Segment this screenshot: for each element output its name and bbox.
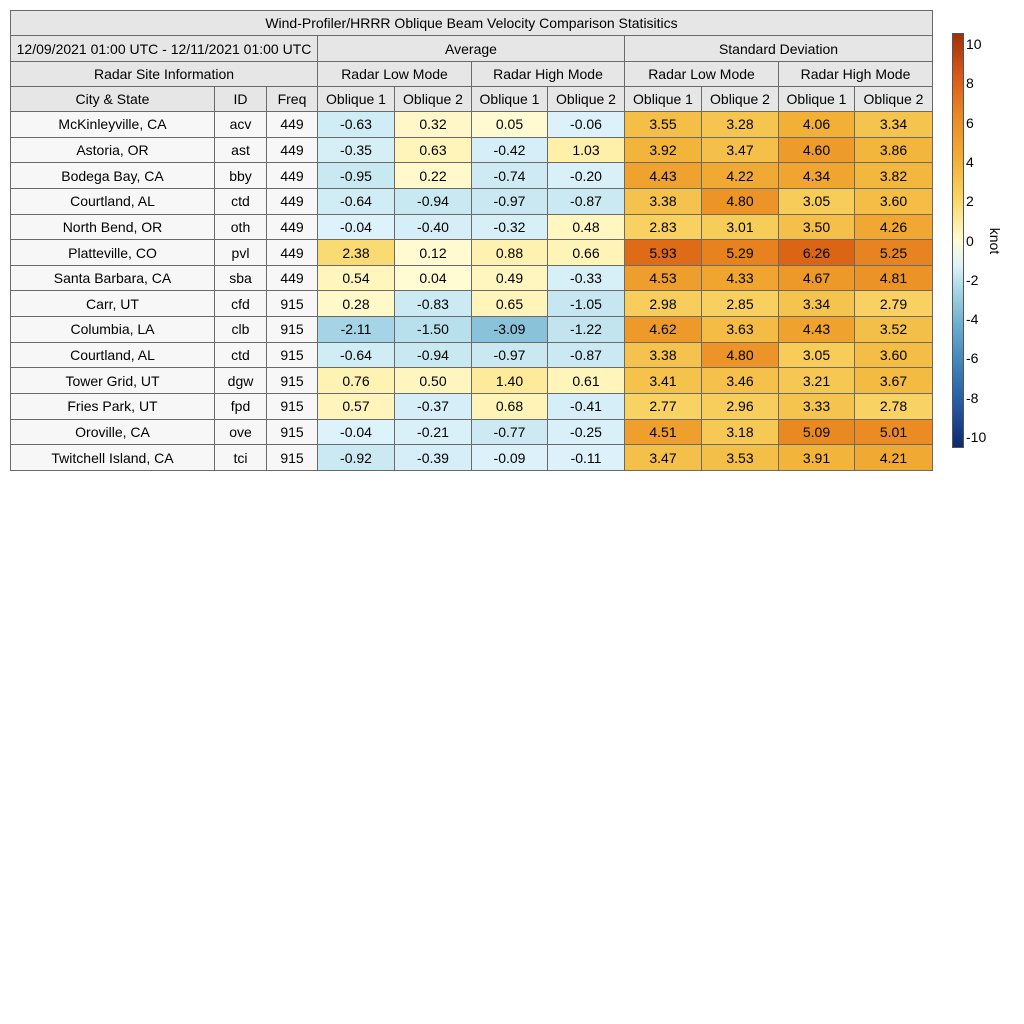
value-cell: 4.06 bbox=[779, 112, 855, 138]
table-row bbox=[11, 265, 933, 291]
value-cell: 5.93 bbox=[625, 240, 702, 266]
table-row bbox=[11, 163, 933, 189]
col-id-header: ID bbox=[215, 87, 267, 112]
site-city-cell: North Bend, OR bbox=[11, 214, 215, 240]
value-cell: 3.91 bbox=[779, 445, 855, 471]
value-cell: -0.42 bbox=[472, 137, 548, 163]
value-cell: 3.82 bbox=[855, 163, 933, 189]
value-cell: 4.34 bbox=[779, 163, 855, 189]
value-cell: -0.11 bbox=[548, 445, 625, 471]
value-cell: 4.60 bbox=[779, 137, 855, 163]
colorbar-tick-label: -6 bbox=[966, 350, 979, 367]
value-cell: -0.04 bbox=[318, 419, 395, 445]
value-cell: 0.05 bbox=[472, 112, 548, 138]
table-row bbox=[11, 342, 933, 368]
table-row bbox=[11, 137, 933, 163]
avg-high-oblique2-header: Oblique 2 bbox=[548, 87, 625, 112]
value-cell: -0.63 bbox=[318, 112, 395, 138]
site-freq-cell: 449 bbox=[267, 163, 318, 189]
value-cell: -0.92 bbox=[318, 445, 395, 471]
value-cell: 5.09 bbox=[779, 419, 855, 445]
sd-low-oblique1-header: Oblique 1 bbox=[625, 87, 702, 112]
table-row bbox=[11, 317, 933, 343]
value-cell: 5.25 bbox=[855, 240, 933, 266]
value-cell: -0.41 bbox=[548, 394, 625, 420]
value-cell: 3.05 bbox=[779, 188, 855, 214]
value-cell: -0.35 bbox=[318, 137, 395, 163]
colorbar-tick-label: 10 bbox=[966, 36, 982, 52]
site-city-cell: Oroville, CA bbox=[11, 419, 215, 445]
colorbar-tick-label: 2 bbox=[966, 193, 974, 210]
site-city-cell: Bodega Bay, CA bbox=[11, 163, 215, 189]
site-city-cell: Fries Park, UT bbox=[11, 394, 215, 420]
value-cell: 3.34 bbox=[779, 291, 855, 317]
value-cell: 2.77 bbox=[625, 394, 702, 420]
site-id-cell: clb bbox=[215, 317, 267, 343]
site-city-cell: Courtland, AL bbox=[11, 188, 215, 214]
value-cell: -0.25 bbox=[548, 419, 625, 445]
value-cell: 4.21 bbox=[855, 445, 933, 471]
sd-low-oblique2-header: Oblique 2 bbox=[702, 87, 779, 112]
value-cell: 0.61 bbox=[548, 368, 625, 394]
site-freq-cell: 449 bbox=[267, 188, 318, 214]
col-freq-header: Freq bbox=[267, 87, 318, 112]
value-cell: 0.65 bbox=[472, 291, 548, 317]
value-cell: -0.83 bbox=[395, 291, 472, 317]
value-cell: -1.22 bbox=[548, 317, 625, 343]
value-cell: -0.33 bbox=[548, 265, 625, 291]
value-cell: 3.86 bbox=[855, 137, 933, 163]
value-cell: -0.87 bbox=[548, 188, 625, 214]
site-city-cell: Santa Barbara, CA bbox=[11, 265, 215, 291]
table-row bbox=[11, 112, 933, 138]
sd-low-mode-header: Radar Low Mode bbox=[625, 62, 779, 87]
value-cell: 0.32 bbox=[395, 112, 472, 138]
value-cell: 3.38 bbox=[625, 188, 702, 214]
value-cell: 5.29 bbox=[702, 240, 779, 266]
colorbar-tick-label: 6 bbox=[966, 114, 974, 131]
site-freq-cell: 449 bbox=[267, 240, 318, 266]
value-cell: 4.43 bbox=[779, 317, 855, 343]
value-cell: 3.34 bbox=[855, 112, 933, 138]
value-cell: 5.01 bbox=[855, 419, 933, 445]
site-city-cell: McKinleyville, CA bbox=[11, 112, 215, 138]
site-freq-cell: 915 bbox=[267, 342, 318, 368]
sd-high-mode-header: Radar High Mode bbox=[779, 62, 933, 87]
site-city-cell: Courtland, AL bbox=[11, 342, 215, 368]
value-cell: 3.52 bbox=[855, 317, 933, 343]
site-id-cell: acv bbox=[215, 112, 267, 138]
value-cell: 4.80 bbox=[702, 188, 779, 214]
value-cell: 3.21 bbox=[779, 368, 855, 394]
site-city-cell: Tower Grid, UT bbox=[11, 368, 215, 394]
value-cell: -3.09 bbox=[472, 317, 548, 343]
table-row bbox=[11, 419, 933, 445]
table-title: Wind-Profiler/HRRR Oblique Beam Velocity Comparison Statisitics bbox=[11, 11, 933, 36]
value-cell: 3.63 bbox=[702, 317, 779, 343]
value-cell: 0.66 bbox=[548, 240, 625, 266]
site-freq-cell: 915 bbox=[267, 317, 318, 343]
value-cell: 4.51 bbox=[625, 419, 702, 445]
value-cell: 3.55 bbox=[625, 112, 702, 138]
value-cell: -0.97 bbox=[472, 342, 548, 368]
value-cell: -0.95 bbox=[318, 163, 395, 189]
value-cell: 3.50 bbox=[779, 214, 855, 240]
colorbar-tick-label: -8 bbox=[966, 389, 979, 406]
value-cell: -0.64 bbox=[318, 342, 395, 368]
site-id-cell: ctd bbox=[215, 188, 267, 214]
value-cell: 3.47 bbox=[625, 445, 702, 471]
table-row bbox=[11, 291, 933, 317]
value-cell: 3.92 bbox=[625, 137, 702, 163]
value-cell: 0.22 bbox=[395, 163, 472, 189]
site-city-cell: Twitchell Island, CA bbox=[11, 445, 215, 471]
site-id-cell: ove bbox=[215, 419, 267, 445]
value-cell: 3.46 bbox=[702, 368, 779, 394]
value-cell: 3.33 bbox=[779, 394, 855, 420]
value-cell: -0.40 bbox=[395, 214, 472, 240]
average-header: Average bbox=[318, 36, 625, 62]
value-cell: 0.54 bbox=[318, 265, 395, 291]
value-cell: -0.21 bbox=[395, 419, 472, 445]
site-info-header: Radar Site Information bbox=[11, 62, 318, 87]
sd-high-oblique1-header: Oblique 1 bbox=[779, 87, 855, 112]
colorbar-unit-label: knot bbox=[987, 227, 1004, 255]
col-city-header: City & State bbox=[11, 87, 215, 112]
site-freq-cell: 915 bbox=[267, 394, 318, 420]
site-freq-cell: 915 bbox=[267, 368, 318, 394]
value-cell: 0.68 bbox=[472, 394, 548, 420]
table-row bbox=[11, 240, 933, 266]
value-cell: -0.09 bbox=[472, 445, 548, 471]
site-id-cell: ast bbox=[215, 137, 267, 163]
value-cell: 3.28 bbox=[702, 112, 779, 138]
stats-table bbox=[10, 10, 933, 471]
site-freq-cell: 449 bbox=[267, 137, 318, 163]
stddev-header: Standard Deviation bbox=[625, 36, 933, 62]
site-city-cell: Columbia, LA bbox=[11, 317, 215, 343]
site-freq-cell: 915 bbox=[267, 419, 318, 445]
avg-low-oblique2-header: Oblique 2 bbox=[395, 87, 472, 112]
table-body bbox=[11, 112, 933, 471]
site-freq-cell: 449 bbox=[267, 214, 318, 240]
value-cell: 3.38 bbox=[625, 342, 702, 368]
colorbar-tick-label: -2 bbox=[966, 271, 979, 288]
value-cell: 4.43 bbox=[625, 163, 702, 189]
value-cell: 0.28 bbox=[318, 291, 395, 317]
site-freq-cell: 915 bbox=[267, 291, 318, 317]
avg-low-mode-header: Radar Low Mode bbox=[318, 62, 472, 87]
value-cell: -0.97 bbox=[472, 188, 548, 214]
value-cell: -1.05 bbox=[548, 291, 625, 317]
site-id-cell: cfd bbox=[215, 291, 267, 317]
date-range: 12/09/2021 01:00 UTC - 12/11/2021 01:00 UTC bbox=[11, 36, 318, 62]
value-cell: 3.41 bbox=[625, 368, 702, 394]
site-freq-cell: 915 bbox=[267, 445, 318, 471]
value-cell: -0.37 bbox=[395, 394, 472, 420]
table-row bbox=[11, 368, 933, 394]
value-cell: 0.63 bbox=[395, 137, 472, 163]
site-freq-cell: 449 bbox=[267, 265, 318, 291]
colorbar-tick-label: -10 bbox=[966, 429, 987, 445]
value-cell: 0.76 bbox=[318, 368, 395, 394]
value-cell: -0.20 bbox=[548, 163, 625, 189]
value-cell: -0.87 bbox=[548, 342, 625, 368]
value-cell: 3.60 bbox=[855, 188, 933, 214]
value-cell: 0.04 bbox=[395, 265, 472, 291]
colorbar-tick-label: 0 bbox=[966, 232, 974, 249]
value-cell: 2.83 bbox=[625, 214, 702, 240]
site-id-cell: bby bbox=[215, 163, 267, 189]
value-cell: 3.05 bbox=[779, 342, 855, 368]
value-cell: 1.03 bbox=[548, 137, 625, 163]
value-cell: 4.53 bbox=[625, 265, 702, 291]
value-cell: -1.50 bbox=[395, 317, 472, 343]
value-cell: 2.78 bbox=[855, 394, 933, 420]
table-row bbox=[11, 188, 933, 214]
value-cell: -0.94 bbox=[395, 188, 472, 214]
site-id-cell: sba bbox=[215, 265, 267, 291]
value-cell: 2.79 bbox=[855, 291, 933, 317]
colorbar-tick-label: 4 bbox=[966, 153, 974, 170]
site-id-cell: dgw bbox=[215, 368, 267, 394]
value-cell: 2.38 bbox=[318, 240, 395, 266]
value-cell: 3.01 bbox=[702, 214, 779, 240]
value-cell: 3.47 bbox=[702, 137, 779, 163]
table-row bbox=[11, 214, 933, 240]
value-cell: 4.33 bbox=[702, 265, 779, 291]
colorbar bbox=[952, 33, 964, 448]
value-cell: 3.53 bbox=[702, 445, 779, 471]
site-city-cell: Astoria, OR bbox=[11, 137, 215, 163]
value-cell: 6.26 bbox=[779, 240, 855, 266]
site-city-cell: Carr, UT bbox=[11, 291, 215, 317]
value-cell: -2.11 bbox=[318, 317, 395, 343]
value-cell: -0.39 bbox=[395, 445, 472, 471]
value-cell: 2.85 bbox=[702, 291, 779, 317]
value-cell: 3.67 bbox=[855, 368, 933, 394]
colorbar-tick-label: -4 bbox=[966, 311, 979, 328]
value-cell: -0.74 bbox=[472, 163, 548, 189]
site-city-cell: Platteville, CO bbox=[11, 240, 215, 266]
value-cell: 2.98 bbox=[625, 291, 702, 317]
value-cell: 4.26 bbox=[855, 214, 933, 240]
value-cell: 0.12 bbox=[395, 240, 472, 266]
value-cell: 4.62 bbox=[625, 317, 702, 343]
value-cell: -0.32 bbox=[472, 214, 548, 240]
value-cell: 4.22 bbox=[702, 163, 779, 189]
avg-high-mode-header: Radar High Mode bbox=[472, 62, 625, 87]
value-cell: 3.60 bbox=[855, 342, 933, 368]
value-cell: 0.48 bbox=[548, 214, 625, 240]
site-id-cell: pvl bbox=[215, 240, 267, 266]
value-cell: 0.50 bbox=[395, 368, 472, 394]
table-row bbox=[11, 445, 933, 471]
sd-high-oblique2-header: Oblique 2 bbox=[855, 87, 933, 112]
value-cell: 2.96 bbox=[702, 394, 779, 420]
value-cell: 4.81 bbox=[855, 265, 933, 291]
value-cell: 4.67 bbox=[779, 265, 855, 291]
value-cell: 0.57 bbox=[318, 394, 395, 420]
table-row bbox=[11, 394, 933, 420]
value-cell: -0.94 bbox=[395, 342, 472, 368]
value-cell: 0.88 bbox=[472, 240, 548, 266]
site-id-cell: ctd bbox=[215, 342, 267, 368]
site-id-cell: fpd bbox=[215, 394, 267, 420]
value-cell: -0.06 bbox=[548, 112, 625, 138]
avg-low-oblique1-header: Oblique 1 bbox=[318, 87, 395, 112]
avg-high-oblique1-header: Oblique 1 bbox=[472, 87, 548, 112]
value-cell: 4.80 bbox=[702, 342, 779, 368]
colorbar-tick-label: 8 bbox=[966, 75, 974, 92]
value-cell: -0.04 bbox=[318, 214, 395, 240]
site-id-cell: tci bbox=[215, 445, 267, 471]
site-freq-cell: 449 bbox=[267, 112, 318, 138]
value-cell: 3.18 bbox=[702, 419, 779, 445]
value-cell: 1.40 bbox=[472, 368, 548, 394]
value-cell: -0.77 bbox=[472, 419, 548, 445]
value-cell: 0.49 bbox=[472, 265, 548, 291]
site-id-cell: oth bbox=[215, 214, 267, 240]
value-cell: -0.64 bbox=[318, 188, 395, 214]
